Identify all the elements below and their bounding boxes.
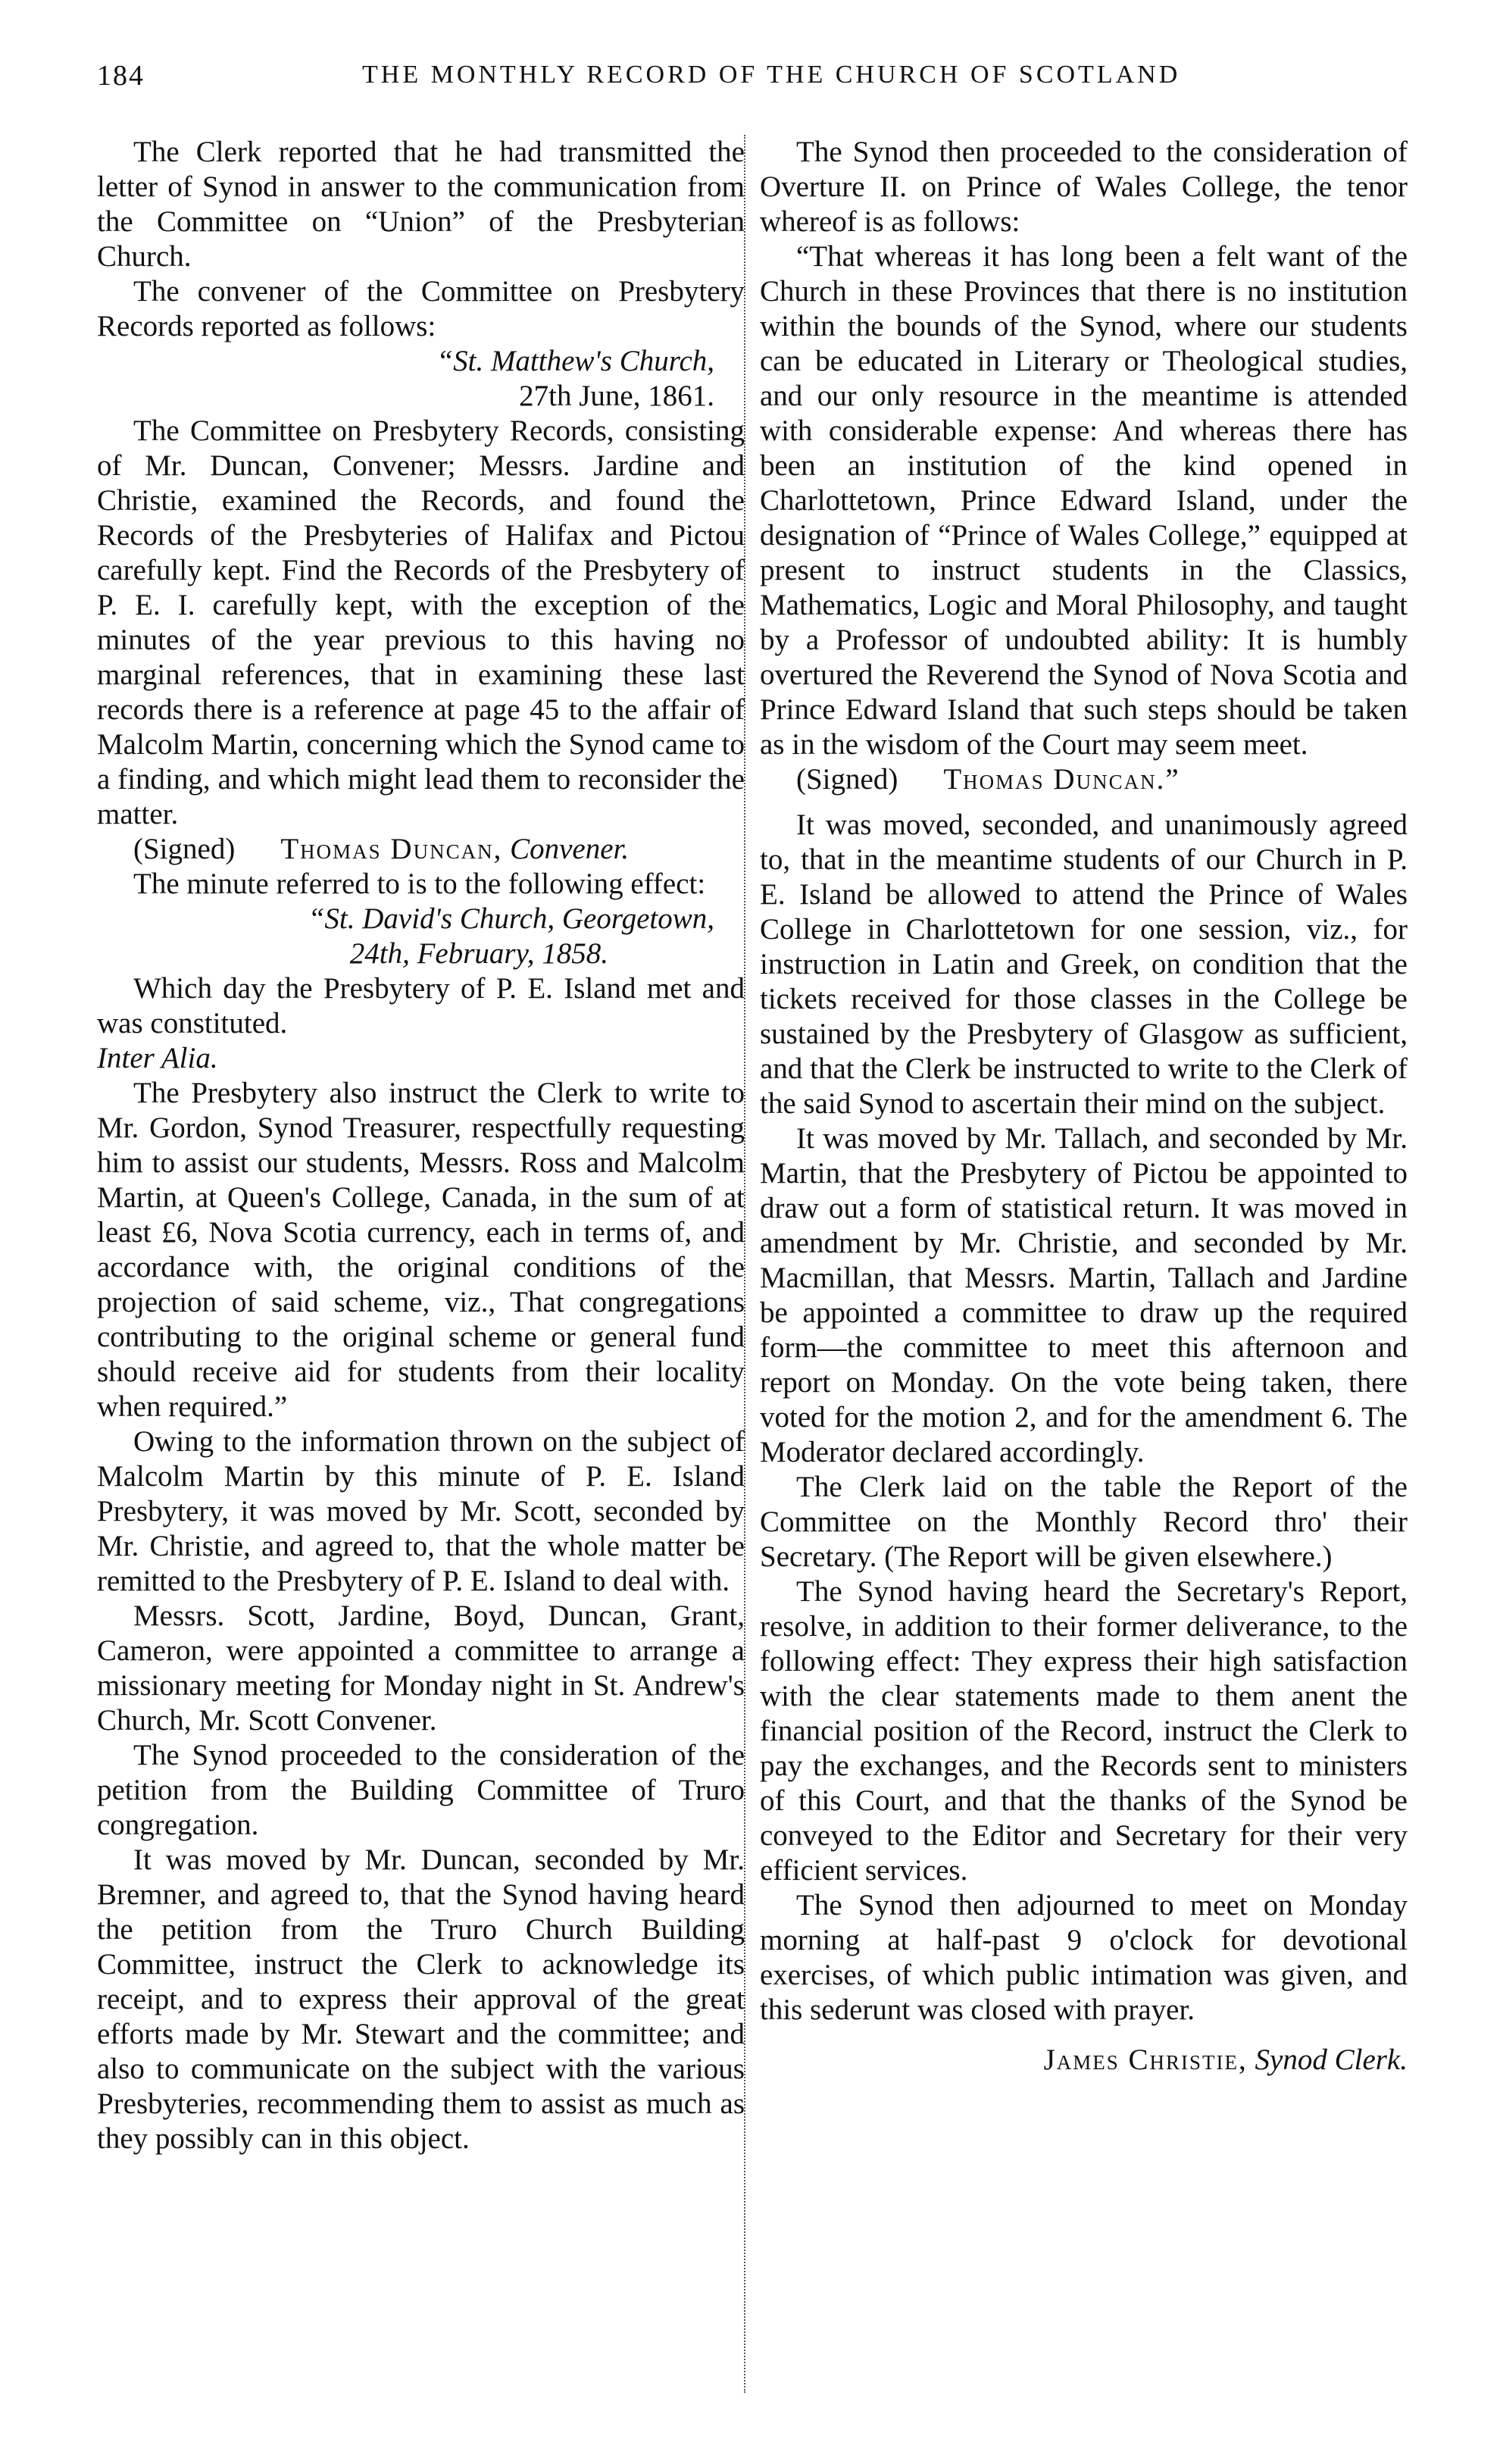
page-header bbox=[97, 59, 1453, 105]
paragraph: Which day the Presbytery of P. E. Island met and was constituted. bbox=[97, 972, 745, 1040]
running-title: THE MONTHLY RECORD OF THE CHURCH OF SCOTLAND bbox=[362, 61, 1181, 89]
inter-alia-heading: Inter Alia. bbox=[97, 1042, 218, 1074]
signed-label: (Signed) bbox=[796, 763, 898, 796]
paragraph: The Synod proceeded to the consideration of the petition from the Building Committee of Truro congregation. bbox=[97, 1739, 745, 1841]
paragraph: The Synod then adjourned to meet on Monday morning at half-past 9 o'clock for devotional exercises, of which public intimation was given, and this sederunt was closed with prayer. bbox=[760, 1889, 1408, 2026]
signatory-name: Thomas Duncan.” bbox=[943, 763, 1180, 796]
paragraph: It was moved, seconded, and unanimously agreed to, that in the meantime students of our Church in P. E. Island be allowed to attend the Prince of Wales College in Charlottetown for one session, viz., for instruction in Latin and Greek, on condition that the tickets received for those classes in the College be sustained by the Presbytery of Glasgow as sufficient, and that the Clerk be instructed to write to the Clerk of the said Synod to ascertain their mind on the subject. bbox=[760, 808, 1408, 1120]
dateline: 27th June, 1861. bbox=[519, 380, 714, 412]
dateline: “St. Matthew's Church, bbox=[436, 345, 714, 377]
signed-label: (Signed) bbox=[133, 833, 236, 865]
paragraph: The Committee on Presbytery Records, consisting of Mr. Duncan, Convener; Messrs. Jardine and Christie, examined the Records, and found the Records of the Presbyteries of Halifax and Pictou carefully kept. Find the Records of the Presbytery of P. E. I. carefully kept, with the exception of the minutes of the year previous to this having no marginal references, that in examining these last records there is a reference at page 45 to the affair of Malcolm Martin, concerning which the Synod came to a finding, and which might lead them to reconsider the matter. bbox=[97, 414, 745, 830]
signature-line bbox=[760, 762, 1408, 797]
paragraph: Owing to the information thrown on the subject of Malcolm Martin by this minute of P. E. Island Presbytery, it was moved by Mr. Scott, seconded by Mr. Christie, and agreed to, that the whole matter be remitted to the Presbytery of P. E. Island to deal with. bbox=[97, 1425, 745, 1597]
dateline: 24th, February, 1858. bbox=[349, 937, 608, 970]
right-column bbox=[760, 135, 1408, 2078]
paragraph: “That whereas it has long been a felt want of the Church in these Provinces that there is no institution within the bounds of the Synod, where our students can be educated in Literary or Theological studies, and our only resource in the meantime is attended with considerable expense: And whereas there has been an institution of the kind opened in Charlottetown, Prince Edward Island, under the designation of “Prince of Wales College,” equipped at present to instruct students in the Classics, Mathematics, Logic and Moral Philosophy, and taught by a Professor of undoubted ability: It is humbly overtured the Reverend the Synod of Nova Scotia and Prince Edward Island that such steps should be taken as in the wisdom of the Court may seem meet. bbox=[760, 240, 1408, 761]
paragraph: The minute referred to is to the following effect: bbox=[133, 868, 706, 900]
signatory-name: Thomas Duncan, bbox=[280, 833, 503, 865]
signature-line bbox=[97, 832, 745, 867]
paragraph: The convener of the Committee on Presbytery Records reported as follows: bbox=[97, 275, 745, 342]
paragraph: The Presbytery also instruct the Clerk to write to Mr. Gordon, Synod Treasurer, respectfully requesting him to assist our students, Messrs. Ross and Malcolm Martin, at Queen's College, Canada, in the sum of at least £6, Nova Scotia currency, each in terms of, and accordance with, the original conditions of the projection of said scheme, viz., That congregations contributing to the original scheme or general fund should receive aid for students from their locality when required.” bbox=[97, 1077, 745, 1423]
dateline: “St. David's Church, Georgetown, bbox=[308, 902, 714, 935]
paragraph: Messrs. Scott, Jardine, Boyd, Duncan, Grant, Cameron, were appointed a committee to arrange a missionary meeting for Monday night in St. Andrew's Church, Mr. Scott Convener. bbox=[97, 1599, 745, 1737]
paragraph: It was moved by Mr. Tallach, and seconded by Mr. Martin, that the Presbytery of Pictou be appointed to draw out a form of statistical return. It was moved in amendment by Mr. Christie, and seconded by Mr. Macmillan, that Messrs. Martin, Tallach and Jardine be appointed a committee to draw up the required form—the committee to meet this afternoon and report on Monday. On the vote being taken, there voted for the motion 2, and for the amendment 6. The Moderator declared accordingly. bbox=[760, 1122, 1408, 1468]
signatory-role: Convener. bbox=[510, 833, 630, 865]
closing-signature bbox=[760, 2043, 1408, 2078]
paragraph: The Clerk laid on the table the Report of the Committee on the Monthly Record thro' their Secretary. (The Report will be given elsewhere.) bbox=[760, 1471, 1408, 1573]
clerk-name: James Christie, bbox=[1043, 2043, 1248, 2076]
left-column bbox=[97, 135, 745, 2156]
page-number: 184 bbox=[97, 60, 145, 92]
paragraph: The Clerk reported that he had transmitted the letter of Synod in answer to the communication from the Committee on “Union” of the Presbyterian Church. bbox=[97, 136, 745, 273]
clerk-role: Synod Clerk. bbox=[1255, 2043, 1408, 2076]
paragraph: It was moved by Mr. Duncan, seconded by Mr. Bremner, and agreed to, that the Synod having heard the petition from the Truro Church Building Committee, instruct the Clerk to acknowledge its receipt, and to express their approval of the great efforts made by Mr. Stewart and the committee; and also to communicate on the subject with the various Presbyteries, recommending them to assist as much as they possibly can in this object. bbox=[97, 1843, 745, 2155]
paragraph: The Synod then proceeded to the consideration of Overture II. on Prince of Wales College, the tenor whereof is as follows: bbox=[760, 136, 1408, 238]
paragraph: The Synod having heard the Secretary's Report, resolve, in addition to their former deliverance, to the following effect: They express their high satisfaction with the clear statements made to them anent the financial position of the Record, instruct the Clerk to pay the exchanges, and the Records sent to ministers of this Court, and that the thanks of the Synod be conveyed to the Editor and Secretary for their very efficient services. bbox=[760, 1575, 1408, 1887]
